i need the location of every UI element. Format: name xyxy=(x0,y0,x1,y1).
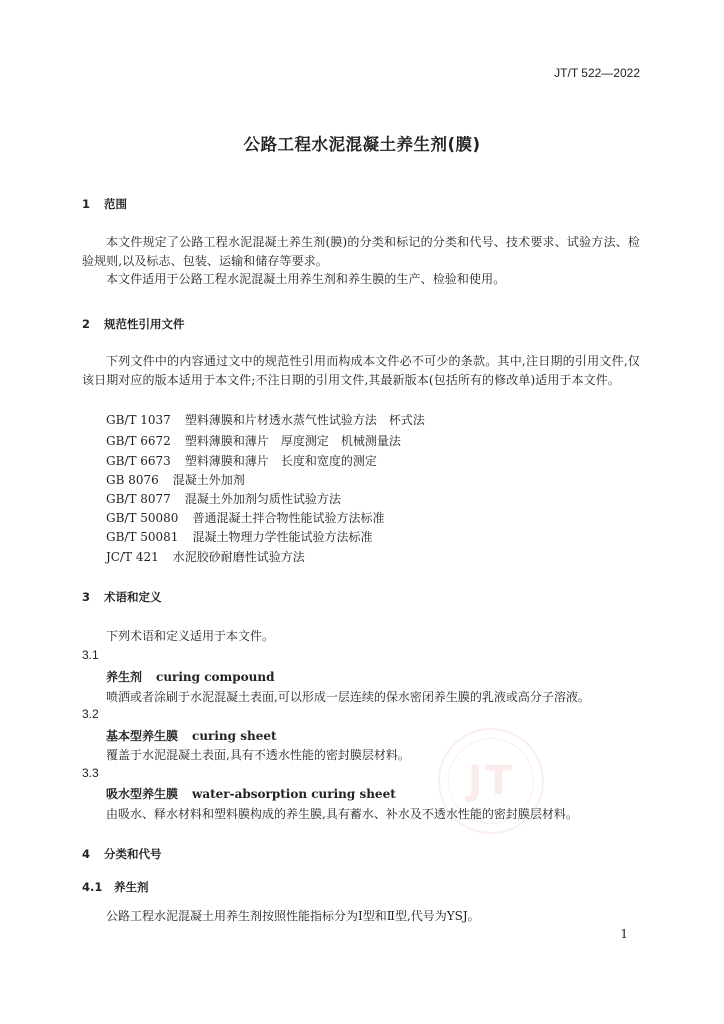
document-title: 公路工程水泥混凝土养生剂(膜) xyxy=(243,135,481,154)
term-number: 3.3 xyxy=(82,766,99,780)
reference-code: GB/T 6673 xyxy=(106,454,171,468)
reference-item xyxy=(106,528,372,545)
normative-references-paragraph: 下列文件中的内容通过文中的规范性引用而构成本文件必不可少的条款。其中,注日期的引用文件,仅该日期对应的版本适用于本文件;不注日期的引用文件,其最新版本(包括所有的修改单)适用于本文件。 xyxy=(82,354,640,387)
reference-item xyxy=(106,432,401,449)
term-heading xyxy=(106,668,274,685)
section-4-heading xyxy=(82,846,162,862)
term-zh: 基本型养生膜 xyxy=(106,729,179,743)
section-3-heading xyxy=(82,589,162,605)
reference-item xyxy=(106,471,245,488)
reference-item xyxy=(106,490,341,507)
standard-code: JT/T 522—2022 xyxy=(554,66,640,80)
watermark-seal xyxy=(438,728,544,834)
reference-title: 塑料薄膜和片材透水蒸气性试验方法 杯式法 xyxy=(184,413,425,427)
term-definition: 由吸水、释水材料和塑料膜构成的养生膜,具有蓄水、补水及不透水性能的密封膜层材料。 xyxy=(106,807,578,821)
section-1-heading xyxy=(82,196,127,212)
reference-code: GB/T 50081 xyxy=(106,530,179,544)
section-number: 3 xyxy=(82,590,91,604)
terms-intro: 下列术语和定义适用于本文件。 xyxy=(106,629,275,643)
scope-paragraph-2: 本文件适用于公路工程水泥混凝土用养生剂和养生膜的生产、检验和使用。 xyxy=(106,272,506,286)
section-title: 分类和代号 xyxy=(104,847,162,861)
section-2-heading xyxy=(82,316,185,332)
reference-item xyxy=(106,452,377,469)
reference-title: 混凝土外加剂 xyxy=(172,473,245,487)
term-en: water-absorption curing sheet xyxy=(192,787,396,801)
term-definition: 覆盖于水泥混凝土表面,具有不透水性能的密封膜层材料。 xyxy=(106,748,410,762)
reference-title: 混凝土物理力学性能试验方法标准 xyxy=(192,530,373,544)
reference-item xyxy=(106,411,425,428)
reference-title: 水泥胶砂耐磨性试验方法 xyxy=(172,550,305,564)
term-definition: 喷洒或者涂刷于水泥混凝土表面,可以形成一层连续的保水密闭养生膜的乳液或高分子溶液。 xyxy=(106,690,590,704)
section-number: 4 xyxy=(82,847,91,861)
term-number: 3.1 xyxy=(82,648,99,662)
reference-item xyxy=(106,548,305,565)
term-heading xyxy=(106,727,277,744)
term-en: curing compound xyxy=(156,670,275,684)
classification-paragraph: 公路工程水泥混凝土用养生剂按照性能指标分为Ⅰ型和Ⅱ型,代号为YSJ。 xyxy=(106,909,480,923)
section-number: 1 xyxy=(82,197,91,211)
reference-item xyxy=(106,509,384,526)
reference-code: GB/T 8077 xyxy=(106,492,171,506)
subsection-4-1-heading xyxy=(82,879,149,895)
reference-code: GB 8076 xyxy=(106,473,159,487)
term-en: curing sheet xyxy=(192,729,277,743)
term-heading xyxy=(106,785,396,802)
reference-title: 普通混凝土拌合物性能试验方法标准 xyxy=(192,511,385,525)
section-title: 术语和定义 xyxy=(104,590,162,604)
reference-code: GB/T 6672 xyxy=(106,434,171,448)
section-title: 规范性引用文件 xyxy=(104,317,185,331)
watermark-text: JT xyxy=(448,738,534,824)
reference-title: 塑料薄膜和薄片 厚度测定 机械测量法 xyxy=(184,434,401,448)
term-zh: 养生剂 xyxy=(106,670,143,684)
section-number: 2 xyxy=(82,317,91,331)
reference-title: 塑料薄膜和薄片 长度和宽度的测定 xyxy=(184,454,377,468)
scope-paragraph-1: 本文件规定了公路工程水泥混凝土养生剂(膜)的分类和标记的分类和代号、技术要求、试验方法、检验规则,以及标志、包装、运输和储存等要求。 xyxy=(82,235,640,268)
term-zh: 吸水型养生膜 xyxy=(106,787,179,801)
subsection-number: 4.1 xyxy=(82,880,103,894)
section-title: 范围 xyxy=(104,197,127,211)
reference-code: GB/T 1037 xyxy=(106,413,171,427)
page-number: 1 xyxy=(620,927,628,941)
reference-code: GB/T 50080 xyxy=(106,511,179,525)
term-number: 3.2 xyxy=(82,707,99,721)
reference-code: JC/T 421 xyxy=(106,550,159,564)
subsection-title: 养生剂 xyxy=(114,880,149,894)
reference-title: 混凝土外加剂匀质性试验方法 xyxy=(184,492,341,506)
